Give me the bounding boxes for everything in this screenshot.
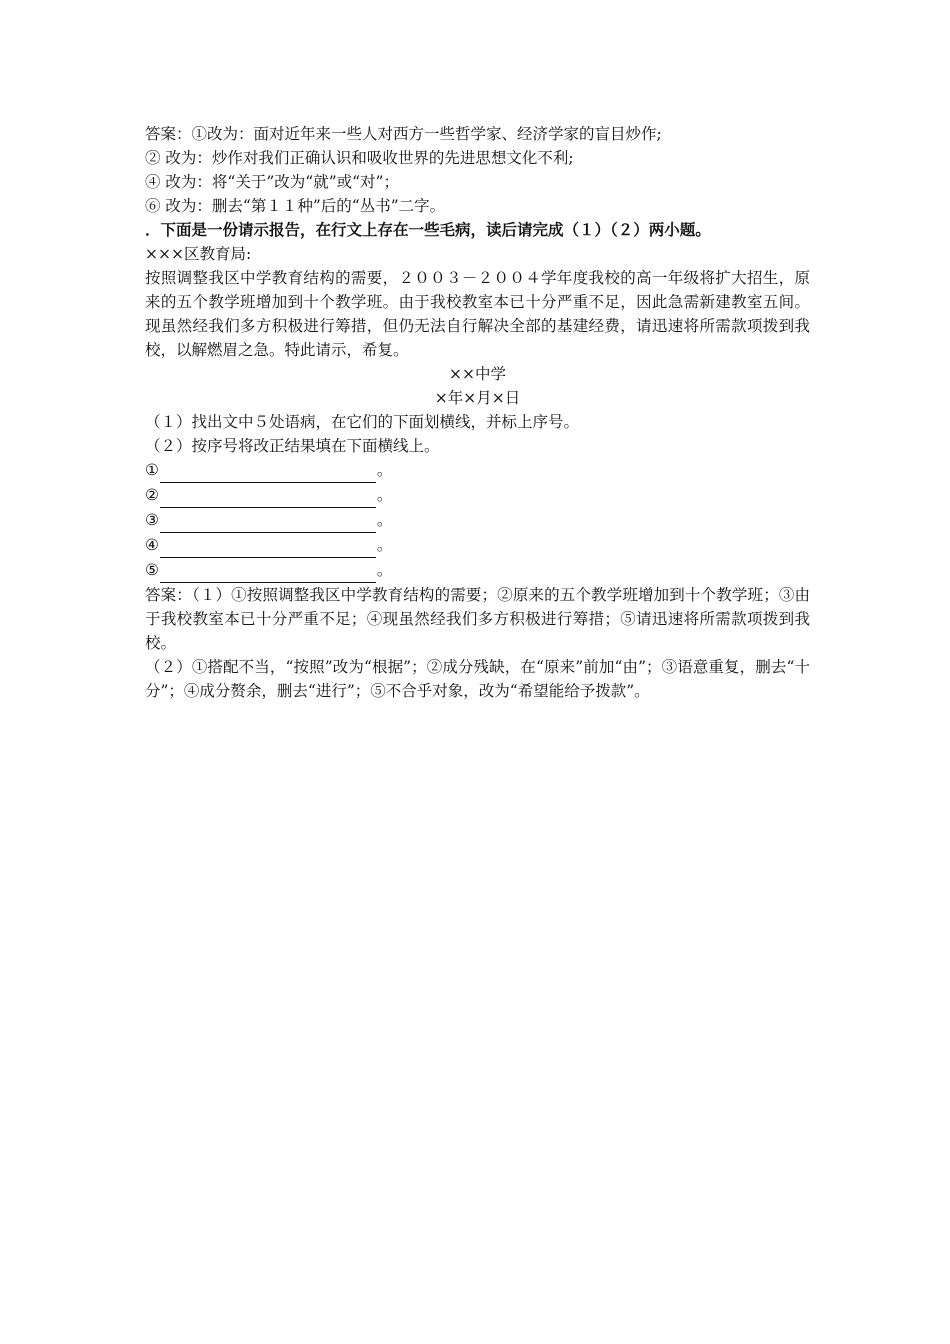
letter-recipient: ×××区教育局: — [145, 245, 252, 263]
blank-row-3 — [145, 508, 810, 533]
blank-line[interactable] — [160, 515, 376, 533]
answer-line-1: 答案：①改为：面对近年来一些人对西方一些哲学家、经济学家的盲目炒作; — [145, 125, 662, 143]
answer-part-2: （２）①搭配不当，“按照”改为“根据”；②成分残缺，在“原来”前加“由”；③语意重复，删去“十分”；④成分赘余，删去“进行”；⑤不合乎对象，改为“希望能给予拨款”。 — [145, 658, 810, 700]
letter-signature: ××中学 — [449, 365, 506, 383]
blank-row-1 — [145, 458, 810, 483]
blank-marker: ③ — [145, 511, 159, 529]
blank-end: 。 — [376, 536, 393, 554]
answer-line-3: ④ 改为：将“关于”改为“就”或“对”； — [145, 173, 399, 191]
blank-line[interactable] — [160, 565, 376, 583]
blank-row-5 — [145, 558, 810, 583]
blank-end: 。 — [376, 511, 393, 529]
blank-line[interactable] — [160, 465, 376, 483]
document-page — [145, 122, 810, 703]
answer-line-2: ② 改为：炒作对我们正确认识和吸收世界的先进思想文化不利; — [145, 149, 574, 167]
blank-marker: ② — [145, 486, 159, 504]
blank-line[interactable] — [160, 490, 376, 508]
blank-end: 。 — [376, 486, 393, 504]
answer-block-1 — [145, 122, 810, 218]
blank-end: 。 — [376, 461, 393, 479]
question-title: ．下面是一份请示报告，在行文上存在一些毛病，读后请完成（１）（２）两小题。 — [145, 220, 711, 239]
blank-row-4 — [145, 533, 810, 558]
blank-marker: ⑤ — [145, 561, 159, 579]
blank-marker: ④ — [145, 536, 159, 554]
blank-row-2 — [145, 483, 810, 508]
letter-body: 按照调整我区中学教育结构的需要，２００３－２００４学年度我校的高一年级将扩大招生，原来的五个教学班增加到十个教学班。由于我校教室本已十分严重不足，因此急需新建教室五间。现虽然经我们多方积极进行筹措，但仍无法自行解决全部的基建经费，请迅速将所需款项拨到我校，以解燃眉之急。特此请示，希复。 — [145, 269, 810, 359]
blank-marker: ① — [145, 461, 159, 479]
answer-blanks — [145, 458, 810, 583]
answer-line-4: ⑥ 改为：删去“第１１种”后的“丛书”二字。 — [145, 197, 446, 215]
task-1: （１）找出文中５处语病，在它们的下面划横线，并标上序号。 — [145, 413, 580, 431]
answer-part-1: 答案：（１）①按照调整我区中学教育结构的需要；②原来的五个教学班增加到十个教学班；③由于我校教室本已十分严重不足；④现虽然经我们多方积极进行筹措；⑤请迅速将所需款项拨到我校。 — [145, 586, 810, 652]
blank-line[interactable] — [160, 540, 376, 558]
letter-date: ×年×月×日 — [434, 389, 521, 407]
task-2: （２）按序号将改正结果填在下面横线上。 — [145, 437, 440, 455]
blank-end: 。 — [376, 561, 393, 579]
